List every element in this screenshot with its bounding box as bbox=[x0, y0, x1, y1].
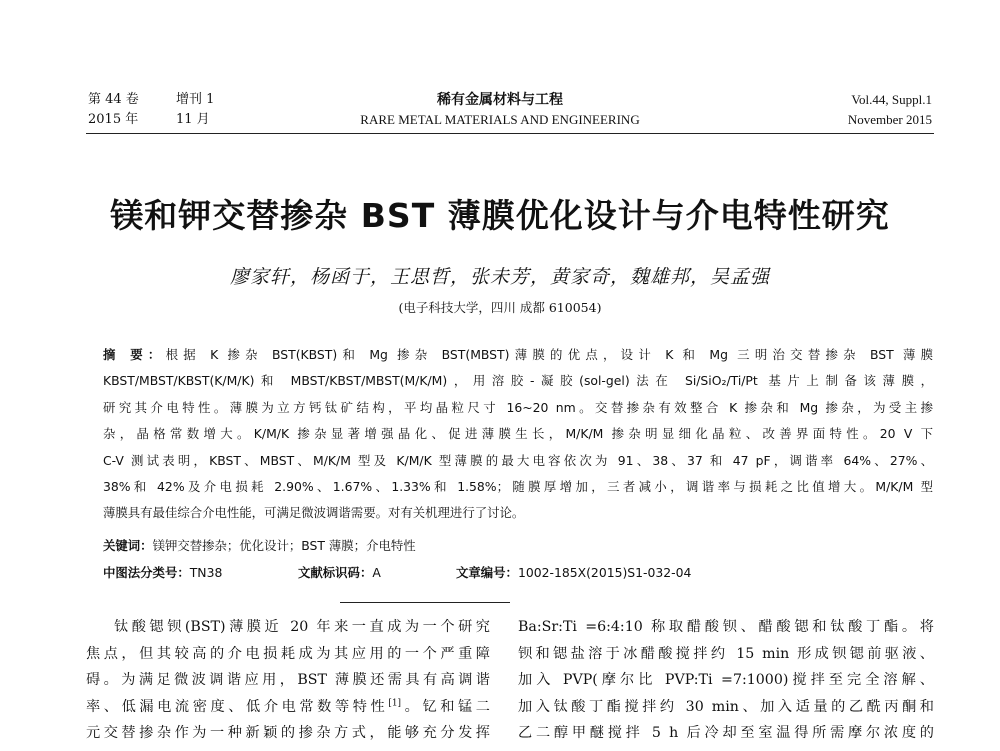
classification bbox=[103, 563, 222, 581]
date-en: November 2015 bbox=[847, 112, 932, 127]
body-left-column bbox=[86, 614, 490, 747]
clc-value: TN38 bbox=[189, 565, 223, 580]
abstract-line: C-V 测试表明，KBST、MBST、M/K/M 型及 K/M/K 型薄膜的最大电容依次为 91、38、37 和 47 pF，调谐率 64%、27%、 bbox=[103, 452, 933, 468]
keywords bbox=[103, 536, 416, 554]
volume-cn: 第 44 卷 bbox=[88, 92, 139, 107]
abstract-line: 杂，晶格常数增大。K/M/K 掺杂显著增强晶化、促进薄膜生长，M/K/M 掺杂明显细化晶粒、改善界面特性。20 V 下 bbox=[103, 426, 933, 442]
affiliation: (电子科技大学，四川 成都 610054) bbox=[398, 300, 602, 315]
abstract-line: 38%和 42%及介电损耗 2.90%、1.67%、1.33%和 1.58%；随膜厚增加，三者减小，调谐率与损耗之比值增大。M/K/M 型 bbox=[103, 478, 933, 494]
body-line: 碍。为满足微波调谐应用，BST 薄膜还需具有高调谐 bbox=[86, 672, 490, 689]
clc-label: 中图法分类号： bbox=[103, 565, 190, 580]
body-text: 。钇和锰二 bbox=[401, 698, 490, 715]
volume-en: Vol.44, Suppl.1 bbox=[851, 92, 932, 107]
month-cn: 11 月 bbox=[176, 112, 210, 127]
body-right-column bbox=[518, 614, 934, 747]
section-separator bbox=[340, 602, 510, 603]
abstract-label: 摘 要： bbox=[103, 347, 166, 362]
body-line: 钡和锶盐溶于冰醋酸搅拌约 15 min 形成钡锶前驱液、 bbox=[518, 645, 934, 662]
body-line bbox=[86, 694, 490, 721]
header-rule bbox=[86, 133, 934, 134]
abstract-line: KBST/MBST/KBST(K/M/K)和 MBST/KBST/MBST(M/K/M)，用溶胶-凝胶(sol-gel)法在 Si/SiO₂/Ti/Pt 基片上制备该薄膜， bbox=[103, 373, 933, 389]
body-line: 钛酸锶钡(BST)薄膜近 20 年来一直成为一个研究 bbox=[114, 619, 490, 635]
body-line: Ba:Sr:Ti =6:4:10 称取醋酸钡、醋酸锶和钛酸丁酯。将 bbox=[518, 619, 934, 635]
keywords-label: 关键词： bbox=[103, 538, 153, 553]
keywords-text: 镁钾交替掺杂；优化设计；BST 薄膜；介电特性 bbox=[152, 538, 416, 553]
body-line: 乙二醇甲醚搅拌 5 h 后冷却至室温得所需摩尔浓度的 bbox=[518, 725, 934, 742]
doc-code bbox=[298, 563, 381, 581]
doc-label: 文献标识码： bbox=[298, 565, 373, 580]
body-line: 元交替掺杂作为一种新颖的掺杂方式，能够充分发挥 bbox=[86, 725, 490, 742]
journal-title-cn: 稀有金属材料与工程 bbox=[437, 92, 563, 108]
abstract bbox=[103, 342, 933, 527]
abstract-line bbox=[103, 342, 933, 368]
doc-value: A bbox=[372, 565, 381, 580]
body-line: 加入 PVP(摩尔比 PVP:Ti =7:1000)搅拌至完全溶解、 bbox=[518, 672, 934, 689]
body-line: 加入钛酸丁酯搅拌约 30 min、加入适量的乙酰丙酮和 bbox=[518, 698, 934, 715]
article-value: 1002-185X(2015)S1-032-04 bbox=[517, 565, 692, 580]
journal-title-en: RARE METAL MATERIALS AND ENGINEERING bbox=[360, 112, 640, 127]
article-number bbox=[456, 563, 691, 581]
year-cn: 2015 年 bbox=[88, 112, 139, 127]
authors: 廖家轩，杨函于，王思哲，张未芳，黄家奇，魏雄邦，吴孟强 bbox=[229, 266, 770, 288]
citation-ref[interactable]: [1] bbox=[388, 698, 402, 709]
article-label: 文章编号： bbox=[456, 565, 518, 580]
abstract-line: 薄膜具有最佳综合介电性能，可满足微波调谐需要。对有关机理进行了讨论。 bbox=[103, 505, 525, 521]
supplement-cn: 增刊 1 bbox=[176, 92, 215, 107]
abstract-line: 研究其介电特性。薄膜为立方钙钛矿结构，平均晶粒尺寸 16~20 nm。交替掺杂有效整合 K 掺杂和 Mg 掺杂，为受主掺 bbox=[103, 399, 933, 415]
abstract-text: 根据 K 掺杂 BST(KBST)和 Mg 掺杂 BST(MBST)薄膜的优点，设计 K 和 Mg 三明治交替掺杂 BST 薄膜 bbox=[165, 347, 933, 362]
body-line: 焦点，但其较高的介电损耗成为其应用的一个严重障 bbox=[86, 645, 490, 662]
paper-title: 镁和钾交替掺杂 BST 薄膜优化设计与介电特性研究 bbox=[110, 196, 890, 235]
body-text: 率、低漏电流密度、低介电常数等特性 bbox=[86, 698, 389, 715]
